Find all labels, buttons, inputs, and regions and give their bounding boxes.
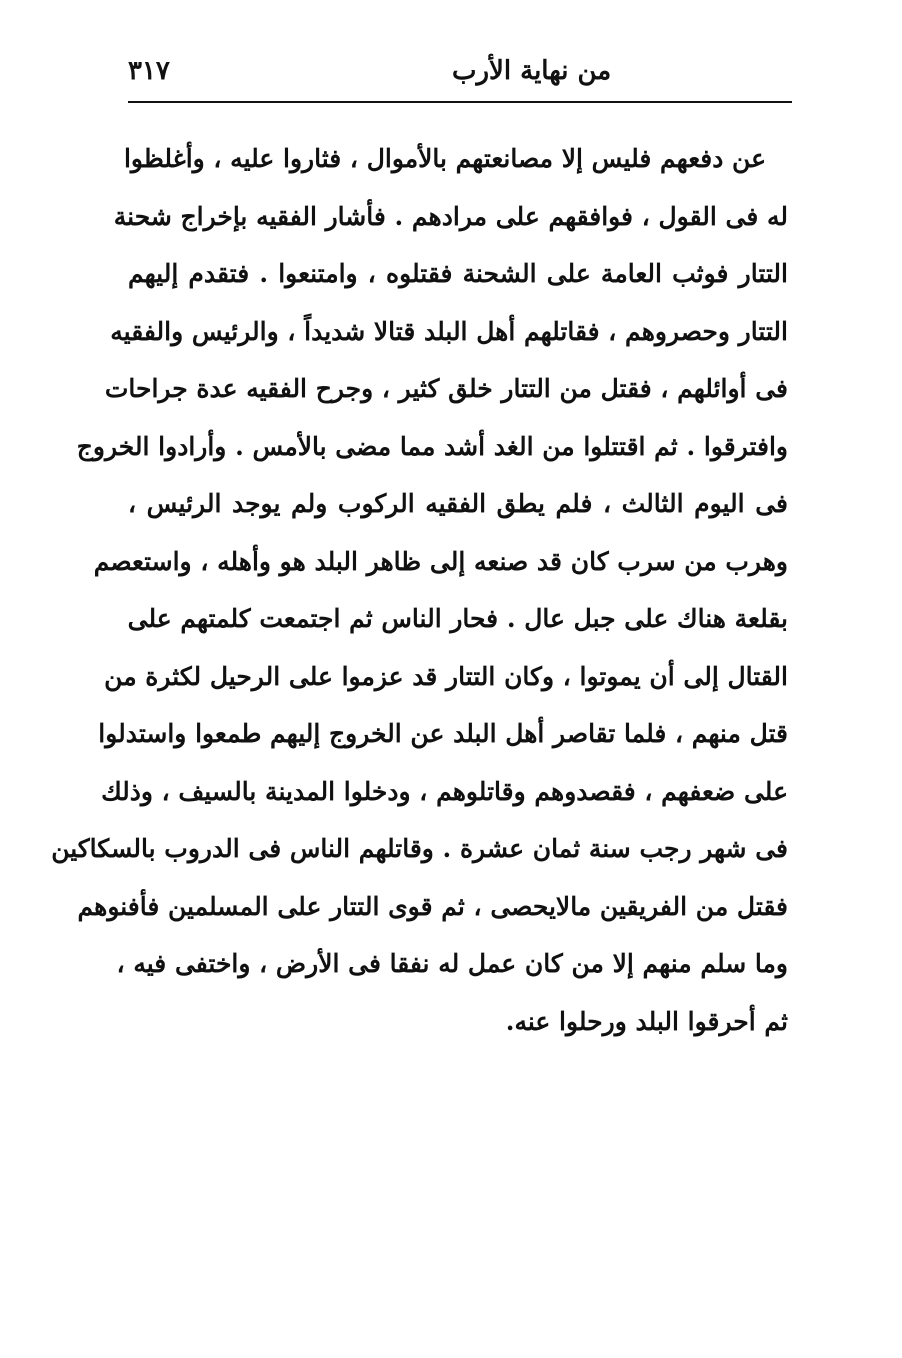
text-line: عن دفعهم فليس إلا مصانعتهم بالأموال ، فثاروا عليه ، وأغلظوا: [123, 144, 766, 173]
text-line: على ضعفهم ، فقصدوهم وقاتلوهم ، ودخلوا المدينة بالسيف ، وذلك: [101, 776, 788, 806]
text-line: فى شهر رجب سنة ثمان عشرة . وقاتلهم الناس فى الدروب بالسكاكين: [51, 834, 788, 863]
running-title: من نهاية الأرب: [452, 56, 612, 86]
text-line: وما سلم منهم إلا من كان عمل له نفقا فى الأرض ، واختفى فيه ،: [116, 949, 788, 978]
text-line: القتال إلى أن يموتوا ، وكان التتار قد عزموا على الرحيل لكثرة من: [104, 661, 788, 691]
page-number: ٣١٧: [128, 56, 170, 86]
body-text: [51, 130, 788, 1050]
text-line: له فى القول ، فوافقهم على مرادهم . فأشار الفقيه بإخراج شحنة: [113, 201, 788, 231]
text-line: فى اليوم الثالث ، فلم يطق الفقيه الركوب ولم يوجد الرئيس ،: [128, 489, 788, 518]
text-line: ثم أحرقوا البلد ورحلوا عنه.: [505, 1006, 788, 1036]
text-line: التتار فوثب العامة على الشحنة فقتلوه ، وامتنعوا . فتقدم إليهم: [128, 259, 788, 288]
text-line: قتل منهم ، فلما تقاصر أهل البلد عن الخروج إليهم طمعوا واستدلوا: [98, 719, 788, 748]
text-line: فقتل من الفريقين مالايحصى ، ثم قوى التتار على المسلمين فأفنوهم: [77, 891, 788, 921]
text-line: وافترقوا . ثم اقتتلوا من الغد أشد مما مضى بالأمس . وأرادوا الخروج: [76, 431, 788, 461]
page-header: [122, 52, 792, 100]
text-line: فى أوائلهم ، فقتل من التتار خلق كثير ، وجرح الفقيه عدة جراحات: [104, 374, 788, 403]
header-rule: [128, 101, 792, 103]
text-line: التتار وحصروهم ، فقاتلهم أهل البلد قتالا شديداً ، والرئيس والفقيه: [110, 316, 788, 346]
text-line: وهرب من سرب كان قد صنعه إلى ظاهر البلد هو وأهله ، واستعصم: [93, 546, 788, 576]
text-line: بقلعة هناك على جبل عال . فحار الناس ثم اجتمعت كلمتهم على: [127, 604, 788, 633]
